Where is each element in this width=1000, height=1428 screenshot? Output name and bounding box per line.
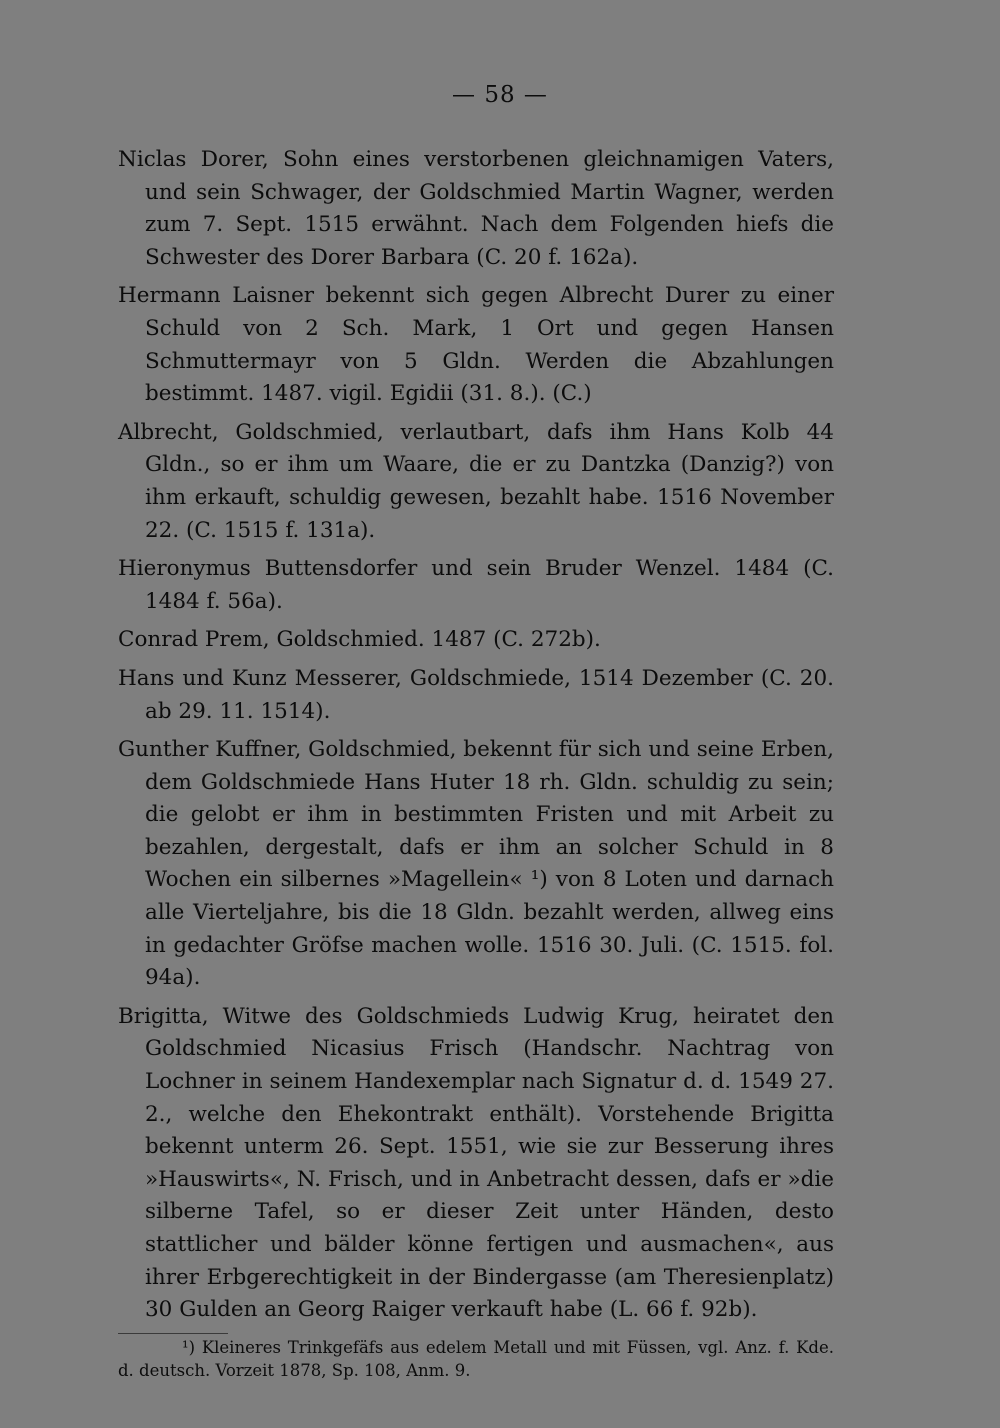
footnote-divider [118, 1333, 228, 1334]
entry-hermann-laisner: Hermann Laisner bekennt sich gegen Albrecht Durer zu einer Schuld von 2 Sch. Mark, 1 Ort und gegen Hansen Schmuttermayr von 5 Gldn. Werden die Abzahlungen bestimmt. 1487. vigil. Egidii (31. 8.). (C.) [118, 283, 834, 407]
entry-hieronymus-buttensdorfer: Hieronymus Buttensdorfer und sein Bruder Wenzel. 1484 (C. 1484 f. 56a). [118, 556, 834, 614]
entry-albrecht-goldschmied: Albrecht, Goldschmied, verlautbart, dafs ihm Hans Kolb 44 Gldn., so er ihm um Waare, die er zu Dantzka (Danzig?) von ihm erkauft, schuldig gewesen, bezahlt habe. 1516 November 22. (C. 1515 f. 131a). [118, 419, 834, 543]
entry-brigitta: Brigitta, Witwe des Goldschmieds Ludwig Krug, heiratet den Goldschmied Nicasius Frisch (Handschr. Nachtrag von Lochner in seinem Handexemplar nach Signatur d. d. 1549 27. 2., welche den Ehekontrakt enthält). Vorstehende Brigitta bekennt unterm 26. Sept. 1551, wie sie zur Besserung ihres »Hauswirts«, N. Frisch, und in Anbetracht dessen, dafs er »die silberne Tafel, so er dieser Zeit unter Händen, desto stattlicher und bälder könne fertigen und ausmachen«, aus ihrer Erbgerechtigkeit in der Bindergasse (am Theresienplatz) 30 Gulden an Georg Raiger verkauft habe (L. 66 f. 92b). [118, 1003, 834, 1323]
footnote: ¹) Kleineres Trinkgefäfs aus edelem Metall und mit Füssen, vgl. Anz. f. Kde. d. deutsch. Vorzeit 1878, Sp. 108, Anm. 9. [118, 1338, 834, 1380]
entry-niclas-dorer: Niclas Dorer, Sohn eines verstorbenen gleichnamigen Vaters, und sein Schwager, der Goldschmied Martin Wagner, werden zum 7. Sept. 1515 erwähnt. Nach dem Folgenden hiefs die Schwester des Dorer Barbara (C. 20 f. 162a). [118, 147, 834, 270]
entry-conrad-prem: Conrad Prem, Goldschmied. 1487 (C. 272b). [118, 627, 601, 653]
entry-gunther-kuffner: Gunther Kuffner, Goldschmied, bekennt für sich und seine Erben, dem Goldschmiede Hans Huter 18 rh. Gldn. schuldig zu sein; die gelobt er ihm in bestimmten Fristen und mit Arbeit zu bezahlen, dergestalt, dafs er ihm an solcher Schuld in 8 Wochen ein silbernes »Magellein« ¹) von 8 Loten und darnach alle Vierteljahre, bis die 18 Gldn. bezahlt werden, allweg eins in gedachter Gröfse machen wolle. 1516 30. Juli. (C. 1515. fol. 94a). [118, 737, 834, 991]
page-number: — 58 — [452, 82, 548, 108]
entry-hans-kunz-messerer: Hans und Kunz Messerer, Goldschmiede, 1514 Dezember (C. 20. ab 29. 11. 1514). [118, 665, 834, 724]
document-body [118, 144, 834, 1327]
